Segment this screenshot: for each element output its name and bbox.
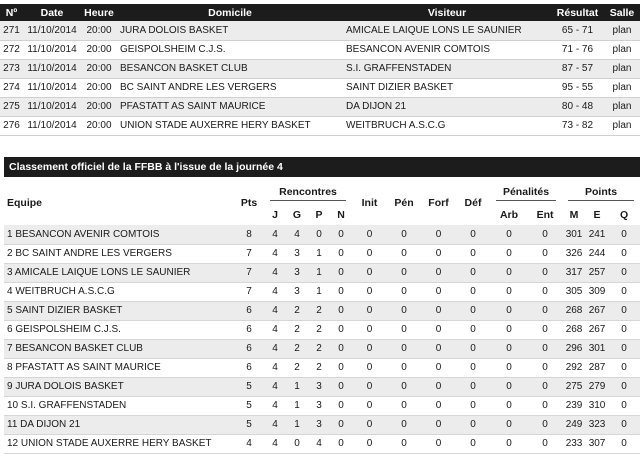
match-time: 20:00	[81, 40, 117, 59]
match-number: 274	[0, 78, 23, 97]
ranking-cell-pen: 0	[387, 434, 421, 453]
ranking-cell-g: 2	[286, 301, 308, 320]
ranking-cell-forf: 0	[421, 396, 456, 415]
match-date: 11/10/2014	[23, 40, 81, 59]
ranking-row	[4, 358, 640, 377]
ranking-cell-pen: 0	[387, 282, 421, 301]
col-group-rencontres	[264, 181, 352, 205]
ranking-cell-n: 0	[330, 225, 352, 244]
ranking-cell-init: 0	[352, 358, 387, 377]
ranking-cell-n: 0	[330, 282, 352, 301]
ranking-cell-team: 8 PFASTATT AS SAINT MAURICE	[4, 358, 234, 377]
ranking-cell-j: 4	[264, 396, 286, 415]
match-time: 20:00	[81, 78, 117, 97]
match-date: 11/10/2014	[23, 97, 81, 116]
ranking-cell-n: 0	[330, 263, 352, 282]
ranking-cell-p: 0	[308, 225, 330, 244]
ranking-cell-def: 0	[456, 358, 490, 377]
ranking-cell-m: 292	[562, 358, 586, 377]
match-score: 73 - 82	[551, 116, 604, 135]
ranking-cell-j: 4	[264, 244, 286, 263]
ranking-cell-n: 0	[330, 434, 352, 453]
ranking-row	[4, 339, 640, 358]
ranking-cell-def: 0	[456, 225, 490, 244]
ranking-cell-n: 0	[330, 377, 352, 396]
ranking-cell-p: 1	[308, 282, 330, 301]
ranking-cell-pen: 0	[387, 263, 421, 282]
ranking-cell-p: 3	[308, 377, 330, 396]
ranking-cell-init: 0	[352, 339, 387, 358]
ranking-cell-q: 0	[608, 396, 640, 415]
ranking-cell-forf: 0	[421, 263, 456, 282]
ranking-row	[4, 377, 640, 396]
ranking-cell-p: 4	[308, 434, 330, 453]
col-g-header: G	[286, 205, 308, 225]
ranking-row	[4, 301, 640, 320]
ranking-cell-q: 0	[608, 225, 640, 244]
match-date: 11/10/2014	[23, 78, 81, 97]
ranking-cell-init: 0	[352, 434, 387, 453]
rencontres-label: Rencontres	[270, 186, 346, 201]
ranking-row	[4, 263, 640, 282]
match-number: 273	[0, 59, 23, 78]
match-number: 272	[0, 40, 23, 59]
ranking-cell-j: 4	[264, 263, 286, 282]
ranking-cell-j: 4	[264, 225, 286, 244]
ranking-cell-team: 12 UNION STADE AUXERRE HERY BASKET	[4, 434, 234, 453]
ranking-cell-pts: 7	[234, 263, 264, 282]
ranking-cell-g: 1	[286, 377, 308, 396]
match-away-team: AMICALE LAIQUE LONS LE SAUNIER	[343, 21, 551, 40]
ranking-cell-ent: 0	[528, 396, 562, 415]
ranking-cell-init: 0	[352, 244, 387, 263]
ranking-cell-arb: 0	[490, 320, 528, 339]
ranking-cell-team: 2 BC SAINT ANDRE LES VERGERS	[4, 244, 234, 263]
ranking-cell-forf: 0	[421, 320, 456, 339]
ranking-cell-arb: 0	[490, 282, 528, 301]
ranking-cell-j: 4	[264, 282, 286, 301]
ranking-cell-team: 5 SAINT DIZIER BASKET	[4, 301, 234, 320]
ranking-cell-e: 323	[586, 415, 608, 434]
ranking-cell-init: 0	[352, 282, 387, 301]
ranking-cell-forf: 0	[421, 415, 456, 434]
ranking-header-row-1	[4, 181, 640, 205]
match-home-team: BC SAINT ANDRE LES VERGERS	[117, 78, 343, 97]
ranking-cell-team: 10 S.I. GRAFFENSTADEN	[4, 396, 234, 415]
ranking-cell-e: 301	[586, 339, 608, 358]
col-group-penalites	[490, 181, 562, 205]
ranking-cell-arb: 0	[490, 339, 528, 358]
col-q-header: Q	[608, 205, 640, 225]
ranking-cell-pts: 6	[234, 301, 264, 320]
ranking-cell-pts: 8	[234, 225, 264, 244]
match-away-team: BESANCON AVENIR COMTOIS	[343, 40, 551, 59]
ranking-cell-def: 0	[456, 320, 490, 339]
ranking-cell-ent: 0	[528, 415, 562, 434]
ranking-cell-init: 0	[352, 225, 387, 244]
match-score: 95 - 55	[551, 78, 604, 97]
match-time: 20:00	[81, 59, 117, 78]
ranking-cell-q: 0	[608, 263, 640, 282]
col-def-header: Déf	[456, 181, 490, 225]
match-home-team: JURA DOLOIS BASKET	[117, 21, 343, 40]
ranking-cell-j: 4	[264, 377, 286, 396]
ranking-cell-g: 1	[286, 415, 308, 434]
match-number: 275	[0, 97, 23, 116]
ranking-cell-team: 6 GEISPOLSHEIM C.J.S.	[4, 320, 234, 339]
ranking-cell-m: 326	[562, 244, 586, 263]
ranking-cell-arb: 0	[490, 377, 528, 396]
ranking-cell-pts: 7	[234, 282, 264, 301]
ranking-cell-p: 2	[308, 301, 330, 320]
ranking-cell-g: 3	[286, 282, 308, 301]
ranking-cell-q: 0	[608, 434, 640, 453]
ranking-cell-m: 233	[562, 434, 586, 453]
ranking-cell-team: 7 BESANCON BASKET CLUB	[4, 339, 234, 358]
ranking-cell-pts: 6	[234, 358, 264, 377]
ranking-cell-pts: 6	[234, 339, 264, 358]
ranking-cell-arb: 0	[490, 263, 528, 282]
ranking-cell-e: 279	[586, 377, 608, 396]
ranking-cell-e: 267	[586, 320, 608, 339]
ranking-cell-ent: 0	[528, 282, 562, 301]
ranking-row	[4, 282, 640, 301]
ranking-cell-p: 2	[308, 320, 330, 339]
ranking-cell-init: 0	[352, 263, 387, 282]
ranking-cell-e: 244	[586, 244, 608, 263]
match-home-team: GEISPOLSHEIM C.J.S.	[117, 40, 343, 59]
ranking-cell-team: 11 DA DIJON 21	[4, 415, 234, 434]
ranking-cell-p: 3	[308, 396, 330, 415]
match-number: 276	[0, 116, 23, 135]
col-home-header: Domicile	[117, 4, 343, 21]
ranking-cell-q: 0	[608, 377, 640, 396]
col-ent-header: Ent	[528, 205, 562, 225]
ranking-cell-g: 4	[286, 225, 308, 244]
ranking-cell-m: 296	[562, 339, 586, 358]
ranking-cell-m: 301	[562, 225, 586, 244]
match-away-team: WEITBRUCH A.S.C.G	[343, 116, 551, 135]
ranking-cell-arb: 0	[490, 225, 528, 244]
match-time: 20:00	[81, 97, 117, 116]
ranking-cell-e: 257	[586, 263, 608, 282]
ranking-cell-n: 0	[330, 358, 352, 377]
ranking-cell-init: 0	[352, 377, 387, 396]
ranking-cell-m: 268	[562, 320, 586, 339]
ranking-cell-g: 1	[286, 396, 308, 415]
ranking-cell-q: 0	[608, 244, 640, 263]
match-number: 271	[0, 21, 23, 40]
ranking-cell-pen: 0	[387, 244, 421, 263]
ranking-cell-arb: 0	[490, 415, 528, 434]
ranking-cell-pen: 0	[387, 320, 421, 339]
ranking-cell-p: 2	[308, 358, 330, 377]
match-row	[0, 40, 640, 59]
ranking-row	[4, 225, 640, 244]
col-p-header: P	[308, 205, 330, 225]
col-n-header: N	[330, 205, 352, 225]
ranking-cell-ent: 0	[528, 225, 562, 244]
ranking-cell-pen: 0	[387, 396, 421, 415]
ranking-cell-pts: 6	[234, 320, 264, 339]
ranking-cell-m: 305	[562, 282, 586, 301]
ranking-cell-g: 3	[286, 263, 308, 282]
col-e-header: E	[586, 205, 608, 225]
match-hall-link[interactable]: plan	[604, 116, 640, 135]
col-result-header: Résultat	[551, 4, 604, 21]
ranking-cell-forf: 0	[421, 358, 456, 377]
ranking-cell-pen: 0	[387, 339, 421, 358]
ranking-cell-m: 268	[562, 301, 586, 320]
ranking-cell-arb: 0	[490, 396, 528, 415]
match-home-team: UNION STADE AUXERRE HERY BASKET	[117, 116, 343, 135]
ranking-cell-g: 0	[286, 434, 308, 453]
ranking-cell-pts: 7	[234, 244, 264, 263]
ranking-cell-def: 0	[456, 434, 490, 453]
ranking-cell-ent: 0	[528, 434, 562, 453]
ranking-cell-j: 4	[264, 415, 286, 434]
ranking-cell-def: 0	[456, 244, 490, 263]
ranking-row	[4, 396, 640, 415]
match-score: 71 - 76	[551, 40, 604, 59]
ranking-cell-j: 4	[264, 301, 286, 320]
ranking-cell-team: 1 BESANCON AVENIR COMTOIS	[4, 225, 234, 244]
col-away-header: Visiteur	[343, 4, 551, 21]
ranking-cell-j: 4	[264, 320, 286, 339]
ranking-cell-pen: 0	[387, 225, 421, 244]
ranking-cell-pen: 0	[387, 301, 421, 320]
ranking-cell-init: 0	[352, 320, 387, 339]
ranking-cell-p: 3	[308, 415, 330, 434]
ranking-cell-q: 0	[608, 301, 640, 320]
ranking-cell-pts: 4	[234, 434, 264, 453]
match-hall-link[interactable]: plan	[604, 40, 640, 59]
ranking-cell-m: 275	[562, 377, 586, 396]
match-row	[0, 21, 640, 40]
match-home-team: PFASTATT AS SAINT MAURICE	[117, 97, 343, 116]
ranking-cell-pen: 0	[387, 377, 421, 396]
col-pts-header: Pts	[234, 181, 264, 225]
ranking-cell-forf: 0	[421, 282, 456, 301]
ranking-cell-def: 0	[456, 301, 490, 320]
ranking-cell-team: 9 JURA DOLOIS BASKET	[4, 377, 234, 396]
ranking-cell-forf: 0	[421, 244, 456, 263]
ranking-cell-forf: 0	[421, 377, 456, 396]
ranking-cell-ent: 0	[528, 377, 562, 396]
ranking-cell-m: 317	[562, 263, 586, 282]
match-home-team: BESANCON BASKET CLUB	[117, 59, 343, 78]
match-row	[0, 78, 640, 97]
match-score: 65 - 71	[551, 21, 604, 40]
penalites-label: Pénalités	[496, 186, 556, 201]
ranking-cell-ent: 0	[528, 339, 562, 358]
ranking-cell-def: 0	[456, 377, 490, 396]
ranking-cell-arb: 0	[490, 301, 528, 320]
match-row	[0, 97, 640, 116]
ranking-cell-def: 0	[456, 415, 490, 434]
ranking-cell-m: 239	[562, 396, 586, 415]
ranking-cell-forf: 0	[421, 434, 456, 453]
ranking-cell-def: 0	[456, 263, 490, 282]
ranking-cell-arb: 0	[490, 434, 528, 453]
match-date: 11/10/2014	[23, 21, 81, 40]
col-arb-header: Arb	[490, 205, 528, 225]
ranking-cell-def: 0	[456, 396, 490, 415]
col-hall-header: Salle	[604, 4, 640, 21]
ranking-title: Classement officiel de la FFBB à l'issue de la journée 4	[4, 157, 640, 177]
ranking-cell-n: 0	[330, 339, 352, 358]
col-init-header: Init	[352, 181, 387, 225]
ranking-cell-forf: 0	[421, 339, 456, 358]
ranking-cell-init: 0	[352, 301, 387, 320]
ranking-cell-g: 2	[286, 358, 308, 377]
ranking-cell-arb: 0	[490, 358, 528, 377]
ranking-cell-pts: 5	[234, 377, 264, 396]
ranking-cell-e: 241	[586, 225, 608, 244]
match-date: 11/10/2014	[23, 59, 81, 78]
points-label: Points	[568, 186, 634, 201]
ranking-row	[4, 320, 640, 339]
ranking-cell-ent: 0	[528, 263, 562, 282]
ranking-cell-e: 267	[586, 301, 608, 320]
ranking-cell-g: 3	[286, 244, 308, 263]
ranking-cell-q: 0	[608, 358, 640, 377]
col-group-points	[562, 181, 640, 205]
ranking-row	[4, 434, 640, 453]
ranking-cell-ent: 0	[528, 244, 562, 263]
ranking-cell-n: 0	[330, 415, 352, 434]
ranking-cell-q: 0	[608, 320, 640, 339]
ranking-cell-ent: 0	[528, 320, 562, 339]
col-j-header: J	[264, 205, 286, 225]
ranking-cell-j: 4	[264, 434, 286, 453]
match-date: 11/10/2014	[23, 116, 81, 135]
ranking-row	[4, 415, 640, 434]
ranking-cell-n: 0	[330, 320, 352, 339]
ranking-cell-n: 0	[330, 244, 352, 263]
ranking-cell-pts: 5	[234, 396, 264, 415]
match-row	[0, 59, 640, 78]
ranking-cell-q: 0	[608, 415, 640, 434]
ranking-cell-n: 0	[330, 396, 352, 415]
ranking-cell-j: 4	[264, 339, 286, 358]
ranking-cell-def: 0	[456, 282, 490, 301]
col-m-header: M	[562, 205, 586, 225]
ranking-cell-q: 0	[608, 282, 640, 301]
ranking-cell-pen: 0	[387, 415, 421, 434]
col-date-header: Date	[23, 4, 81, 21]
ranking-cell-team: 3 AMICALE LAIQUE LONS LE SAUNIER	[4, 263, 234, 282]
match-away-team: SAINT DIZIER BASKET	[343, 78, 551, 97]
ranking-cell-p: 2	[308, 339, 330, 358]
match-score: 80 - 48	[551, 97, 604, 116]
match-time: 20:00	[81, 21, 117, 40]
matches-header-row	[0, 4, 640, 21]
ranking-cell-g: 2	[286, 320, 308, 339]
ranking-cell-ent: 0	[528, 358, 562, 377]
ranking-cell-e: 287	[586, 358, 608, 377]
ranking-cell-j: 4	[264, 358, 286, 377]
matches-table	[0, 4, 640, 136]
ranking-cell-q: 0	[608, 339, 640, 358]
ranking-cell-init: 0	[352, 415, 387, 434]
match-hall-link[interactable]: plan	[604, 59, 640, 78]
match-row	[0, 116, 640, 135]
col-pen-header: Pén	[387, 181, 421, 225]
ranking-cell-n: 0	[330, 301, 352, 320]
ranking-cell-e: 310	[586, 396, 608, 415]
ranking-cell-ent: 0	[528, 301, 562, 320]
col-time-header: Heure	[81, 4, 117, 21]
ranking-cell-pen: 0	[387, 358, 421, 377]
col-forf-header: Forf	[421, 181, 456, 225]
col-team-header: Equipe	[4, 181, 234, 225]
col-number-header: Nº	[0, 4, 23, 21]
ranking-cell-e: 309	[586, 282, 608, 301]
ranking-cell-forf: 0	[421, 301, 456, 320]
match-hall-link[interactable]: plan	[604, 97, 640, 116]
ranking-row	[4, 244, 640, 263]
ranking-cell-pts: 5	[234, 415, 264, 434]
ranking-cell-init: 0	[352, 396, 387, 415]
match-away-team: DA DIJON 21	[343, 97, 551, 116]
match-hall-link[interactable]: plan	[604, 21, 640, 40]
match-away-team: S.I. GRAFFENSTADEN	[343, 59, 551, 78]
ranking-cell-forf: 0	[421, 225, 456, 244]
ranking-cell-e: 307	[586, 434, 608, 453]
ranking-cell-g: 2	[286, 339, 308, 358]
ranking-cell-p: 1	[308, 244, 330, 263]
ranking-table	[4, 181, 640, 454]
match-hall-link[interactable]: plan	[604, 78, 640, 97]
match-time: 20:00	[81, 116, 117, 135]
ranking-cell-def: 0	[456, 339, 490, 358]
ranking-cell-team: 4 WEITBRUCH A.S.C.G	[4, 282, 234, 301]
ranking-cell-arb: 0	[490, 244, 528, 263]
ranking-cell-p: 1	[308, 263, 330, 282]
ranking-cell-m: 249	[562, 415, 586, 434]
match-score: 87 - 57	[551, 59, 604, 78]
